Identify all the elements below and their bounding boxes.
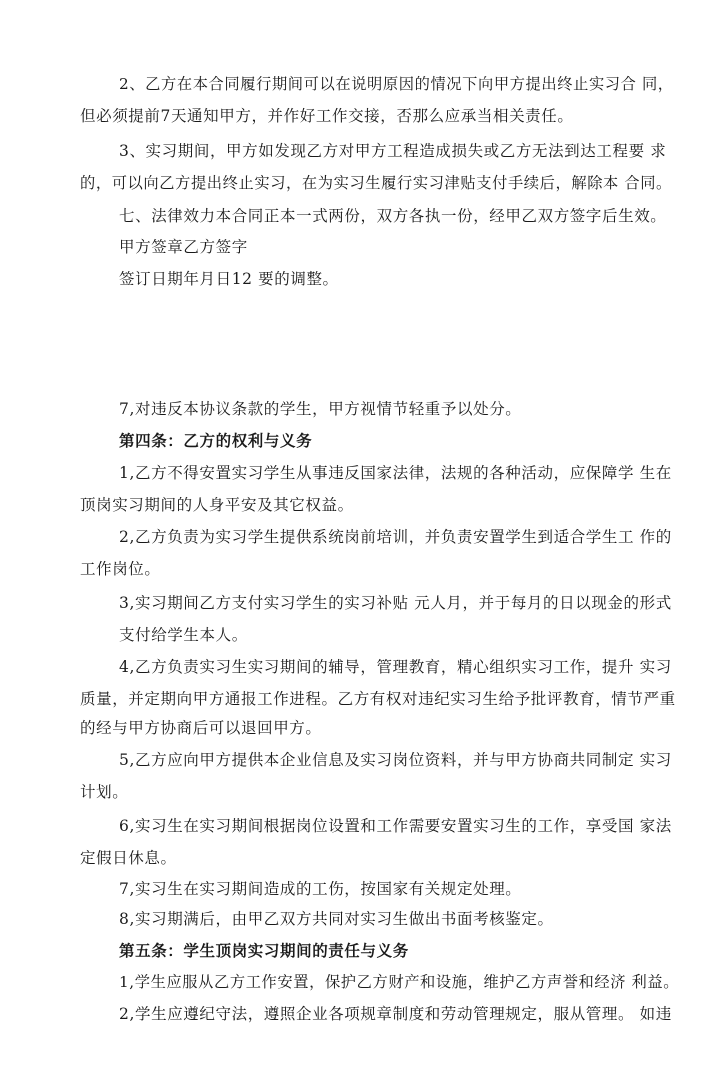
art4-item7: 7,实习生在实习期间造成的工伤，按国家有关规定处理。: [119, 880, 522, 898]
article-5-heading: 第五条：学生顶岗实习期间的责任与义务: [119, 941, 409, 960]
art4-item4-line-3: 的经与甲方协商后可以退回甲方。: [80, 719, 322, 737]
art4-item5-line-2: 计划。: [80, 783, 129, 801]
para-2-line-2: 但必须提前7天通知甲方，并作好工作交接，否那么应承当相关责任。: [80, 107, 574, 125]
legal-effect-clause: 七、法律效力本合同正本一式两份，双方各执一份，经甲乙双方签字后生效。: [119, 207, 667, 225]
art4-item1-line-2: 顶岗实习期间的人身平安及其它权益。: [80, 496, 354, 514]
art4-item8: 8,实习期满后，由甲乙双方共同对实习生做出书面考核鉴定。: [119, 910, 554, 928]
signature-line: 甲方签章乙方签字: [119, 238, 248, 256]
art4-item2-line-1: 2,乙方负责为实习学生提供系统岗前培训，并负责安置学生到适合学生工 作的: [119, 528, 672, 546]
art5-item2: 2,学生应遵纪守法，遵照企业各项规章制度和劳动管理规定，服从管理。 如违: [119, 1005, 672, 1023]
art4-item4-line-2: 质量，并定期向甲方通报工作进程。乙方有权对违纪实习生给予批评教育，情节严重: [80, 690, 676, 708]
art5-item1: 1,学生应服从乙方工作安置，保护乙方财产和设施，维护乙方声誉和经济 利益。: [119, 973, 680, 991]
signing-date-line: 签订日期年月日12 要的调整。: [119, 270, 339, 288]
art4-item6-line-2: 定假日休息。: [80, 849, 177, 867]
art4-item6-line-1: 6,实习生在实习期间根据岗位设置和工作需要安置实习生的工作，享受国 家法: [119, 817, 672, 835]
para-3-line-2: 的，可以向乙方提出终止实习，在为实习生履行实习津贴支付手续后，解除本 合同。: [80, 174, 672, 192]
art4-item2-line-2: 工作岗位。: [80, 560, 161, 578]
art4-item5-line-1: 5,乙方应向甲方提供本企业信息及实习岗位资料，并与甲方协商共同制定 实习: [119, 751, 672, 769]
art4-item3-line-2: 支付给学生本人。: [119, 626, 248, 644]
para-2-line-1: 2、乙方在本合同履行期间可以在说明原因的情况下向甲方提出终止实习合 同，: [119, 75, 674, 93]
clause-7-violation: 7,对违反本协议条款的学生，甲方视情节轻重予以处分。: [119, 400, 522, 418]
art4-item4-line-1: 4,乙方负责实习生实习期间的辅导，管理教育，精心组织实习工作，提升 实习: [119, 658, 672, 676]
para-3-line-1: 3、实习期间，甲方如发现乙方对甲方工程造成损失或乙方无法到达工程要 求: [119, 142, 667, 160]
art4-item3-line-1: 3,实习期间乙方支付实习学生的实习补贴 元人月，并于每月的日以现金的形式: [119, 594, 672, 612]
article-4-heading: 第四条：乙方的权利与义务: [119, 431, 313, 450]
art4-item1-line-1: 1,乙方不得安置实习学生从事违反国家法律，法规的各种活动，应保障学 生在: [119, 464, 672, 482]
